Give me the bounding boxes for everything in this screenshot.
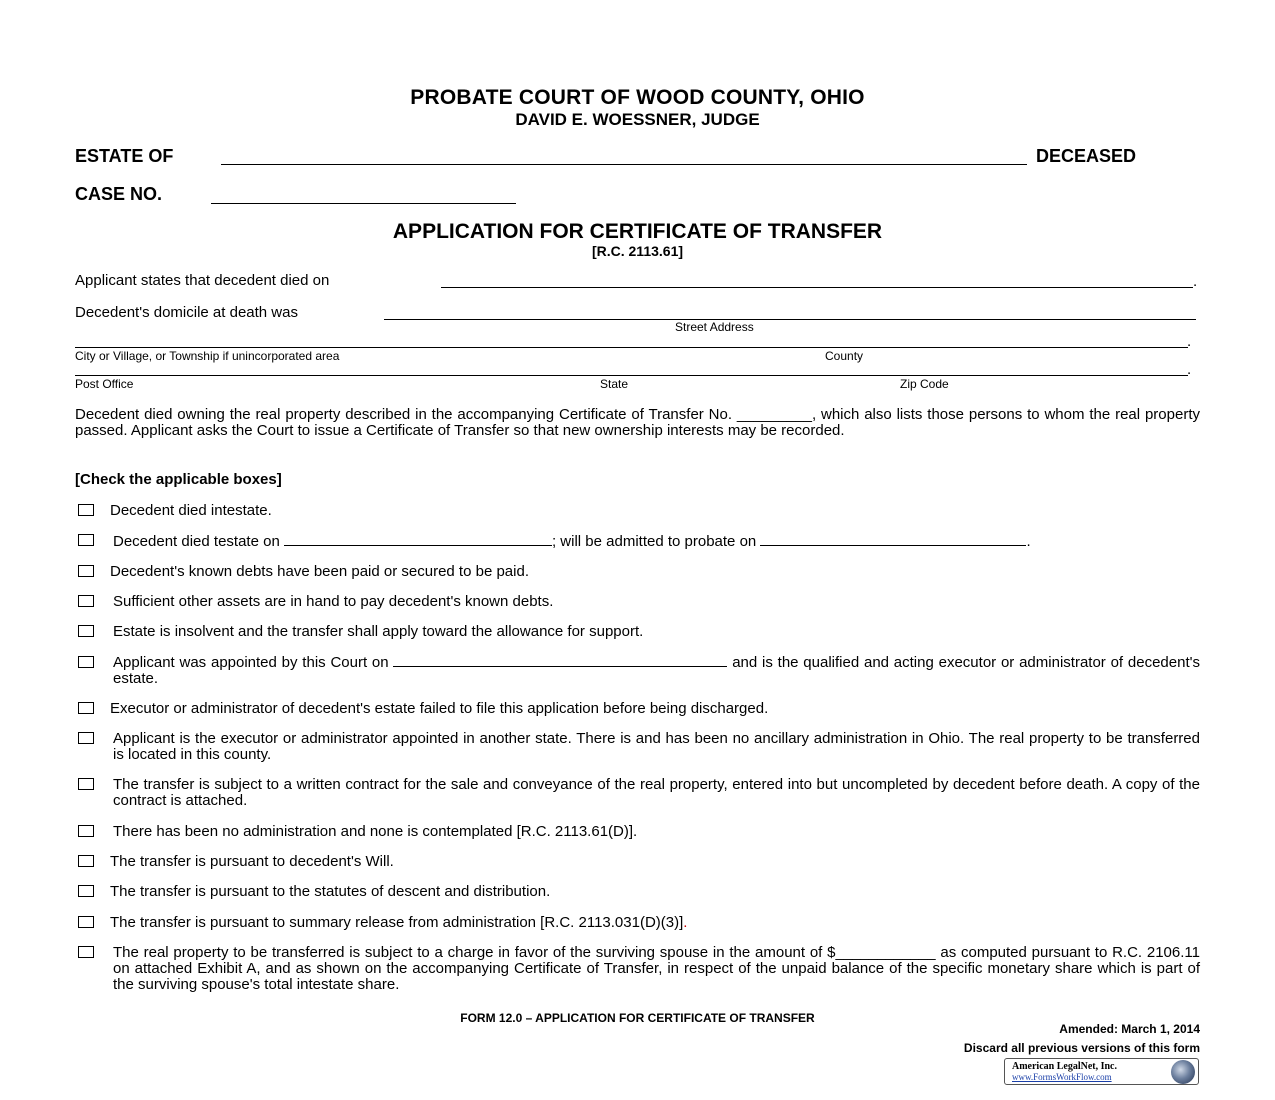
checkbox-written-contract[interactable] <box>78 778 94 790</box>
checkbox-surviving-spouse-charge[interactable] <box>78 946 94 958</box>
form-title: APPLICATION FOR CERTIFICATE OF TRANSFER <box>392 220 883 243</box>
written-contract-label: The transfer is subject to a written contract for the sale and conveyance of the real property, entered into but uncompleted by decedent before death. A copy of the contract is attached. <box>113 776 1200 809</box>
county-caption: County <box>825 349 864 363</box>
applicant-appointed-row <box>113 654 1200 687</box>
period: . <box>1193 273 1198 290</box>
court-title: PROBATE COURT OF WOOD COUNTY, OHIO <box>410 86 865 109</box>
no-administration-label: There has been no administration and none is contemplated [R.C. 2113.61(D)]. <box>113 823 638 840</box>
period: . <box>1187 361 1192 378</box>
post-office-caption: Post Office <box>75 377 134 391</box>
state-caption: State <box>600 377 629 391</box>
testate-date-field[interactable] <box>284 533 552 546</box>
death-date-field[interactable] <box>441 287 1193 288</box>
died-testate-label: Decedent died testate on <box>113 533 280 550</box>
sufficient-assets-label: Sufficient other assets are in hand to pay decedent's known debts. <box>113 593 554 610</box>
summary-release-label: The transfer is pursuant to summary release from administration [R.C. 2113.031(D)(3)] <box>110 914 684 931</box>
logo-url-link[interactable]: www.FormsWorkFlow.com <box>1012 1072 1112 1082</box>
period: . <box>683 914 688 931</box>
period: . <box>1026 533 1031 550</box>
real-property-paragraph: Decedent died owning the real property described in the accompanying Certificate of Transfer No. _________, which also lists those persons to whom the real property passed. Applicant asks the Court to issue a Certificate of Transfer so that new ownership interests may be recorded. <box>75 406 1200 439</box>
case-number-label: CASE NO. <box>75 184 163 204</box>
probate-date-field[interactable] <box>760 533 1026 546</box>
died-intestate-label: Decedent died intestate. <box>110 502 272 519</box>
checkbox-summary-release[interactable] <box>78 916 94 928</box>
debts-paid-label: Decedent's known debts have been paid or secured to be paid. <box>110 563 529 580</box>
judge-name: DAVID E. WOESSNER, JUDGE <box>515 110 760 129</box>
checkbox-estate-insolvent[interactable] <box>78 625 94 637</box>
checkbox-failed-to-file[interactable] <box>78 702 94 714</box>
failed-to-file-label: Executor or administrator of decedent's estate failed to file this application before being discharged. <box>110 700 769 717</box>
check-boxes-heading: [Check the applicable boxes] <box>75 471 282 488</box>
checkbox-executor-other-state[interactable] <box>78 732 94 744</box>
zip-code-caption: Zip Code <box>900 377 949 391</box>
case-number-field[interactable] <box>211 203 516 204</box>
american-legalnet-logo[interactable] <box>1004 1058 1199 1085</box>
city-caption: City or Village, or Township if unincorporated area <box>75 349 340 363</box>
pursuant-will-label: The transfer is pursuant to decedent's Will. <box>110 853 394 870</box>
executor-other-state-label: Applicant is the executor or administrator appointed in another state. There is and has been no ancillary administration in Ohio. The real property to be transferred is located in this county. <box>113 730 1200 763</box>
logo-company-name: American LegalNet, Inc. <box>1012 1061 1117 1072</box>
checkbox-applicant-appointed[interactable] <box>78 656 94 668</box>
summary-release-row <box>110 915 687 931</box>
period: . <box>1187 333 1192 350</box>
checkbox-pursuant-will[interactable] <box>78 855 94 867</box>
estate-name-field[interactable] <box>221 164 1027 165</box>
admitted-probate-label: ; will be admitted to probate on <box>551 533 757 550</box>
checkbox-died-intestate[interactable] <box>78 504 94 516</box>
checkbox-sufficient-assets[interactable] <box>78 595 94 607</box>
statute-reference: [R.C. 2113.61] <box>591 243 684 259</box>
street-address-field[interactable] <box>384 319 1196 320</box>
checkbox-no-administration[interactable] <box>78 825 94 837</box>
street-address-caption: Street Address <box>675 320 754 334</box>
appointment-date-field[interactable] <box>393 654 727 667</box>
city-county-field[interactable] <box>75 347 1188 348</box>
form-footer-name: FORM 12.0 – APPLICATION FOR CERTIFICATE OF TRANSFER <box>460 1011 815 1025</box>
globe-icon <box>1171 1060 1195 1084</box>
qualified-executor-label: and is the qualified and acting executor or administrator of decedent's estate. <box>113 654 1200 687</box>
amended-date: Amended: March 1, 2014 <box>1059 1022 1200 1036</box>
domicile-label: Decedent's domicile at death was <box>75 304 298 321</box>
estate-insolvent-label: Estate is insolvent and the transfer shall apply toward the allowance for support. <box>113 623 644 640</box>
died-testate-row <box>113 533 1031 550</box>
surviving-spouse-charge-label: The real property to be transferred is subject to a charge in favor of the surviving spouse in the amount of $____________ as computed pursuant to R.C. 2106.11 on attached Exhibit A, and as shown on the accompanying Certificate of Transfer, in respect of the unpaid balance of the specific monetary share which is part of the surviving spouse's total intestate share. <box>113 944 1200 993</box>
estate-label: ESTATE OF <box>75 146 174 166</box>
descent-distribution-label: The transfer is pursuant to the statutes of descent and distribution. <box>110 883 551 900</box>
deceased-label: DECEASED <box>1036 146 1137 166</box>
checkbox-debts-paid[interactable] <box>78 565 94 577</box>
checkbox-died-testate[interactable] <box>78 534 94 546</box>
discard-notice: Discard all previous versions of this form <box>963 1041 1200 1055</box>
post-office-state-zip-field[interactable] <box>75 375 1188 376</box>
applicant-appointed-label: Applicant was appointed by this Court on <box>113 654 389 671</box>
checkbox-descent-distribution[interactable] <box>78 885 94 897</box>
died-on-label: Applicant states that decedent died on <box>75 272 330 289</box>
